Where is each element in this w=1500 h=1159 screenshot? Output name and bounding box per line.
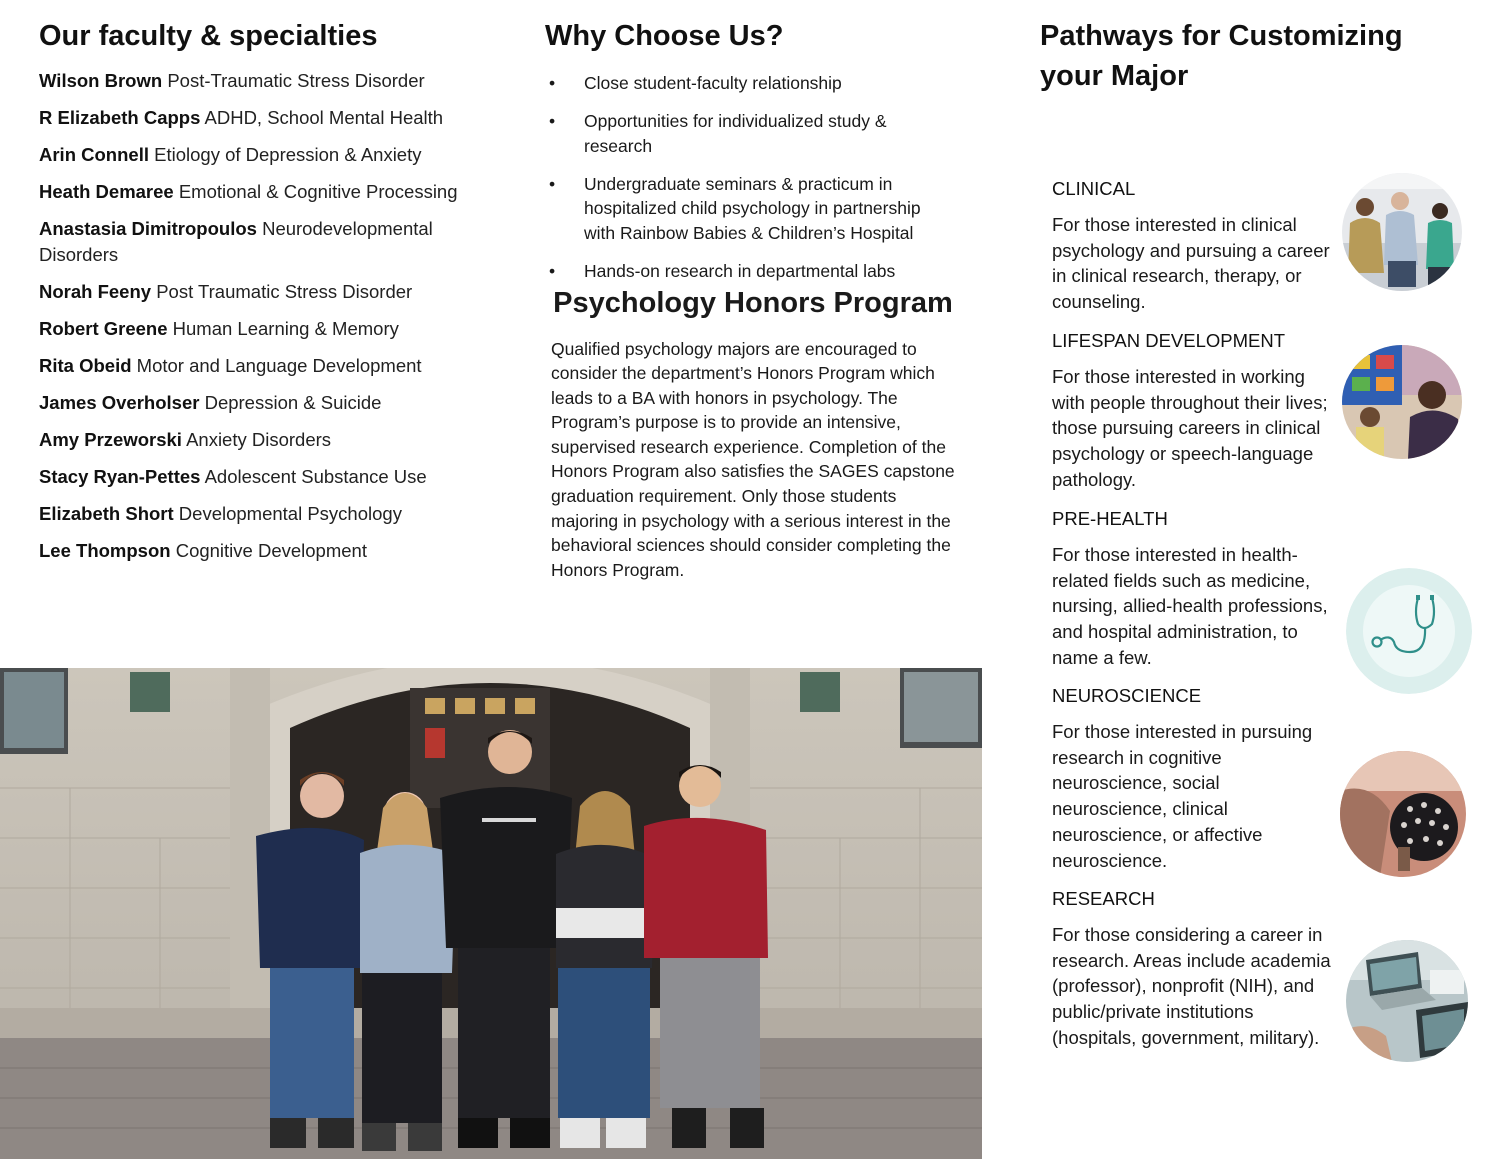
pathway-neuroscience [1052, 683, 1472, 886]
bullet-icon: • [549, 173, 556, 194]
pathways-list [1052, 176, 1472, 1076]
faculty-specialty: Adolescent Substance Use [204, 466, 427, 487]
faculty-item [39, 179, 479, 205]
faculty-specialty: Depression & Suicide [204, 392, 382, 413]
faculty-specialty: Post-Traumatic Stress Disorder [167, 70, 425, 91]
faculty-name: Stacy Ryan-Pettes [39, 466, 201, 487]
faculty-specialty: Motor and Language Development [136, 355, 422, 376]
pathway-title: PRE-HEALTH [1052, 508, 1168, 529]
faculty-name: Anastasia Dimitropoulos [39, 218, 257, 239]
faculty-name: Norah Feeny [39, 281, 152, 302]
pathway-title: NEUROSCIENCE [1052, 685, 1202, 706]
faculty-item [39, 353, 479, 379]
faculty-item [39, 390, 479, 416]
faculty-name: Amy Przeworski [39, 429, 182, 450]
list-item [545, 109, 945, 158]
faculty-item [39, 105, 479, 131]
list-item [545, 259, 945, 284]
faculty-item [39, 68, 479, 94]
faculty-specialty: Etiology of Depression & Anxiety [154, 144, 422, 165]
faculty-item [39, 538, 479, 564]
faculty-item [39, 427, 479, 453]
pathway-research [1052, 886, 1472, 1076]
group-photo [0, 668, 982, 1159]
pathway-title: RESEARCH [1052, 888, 1155, 909]
faculty-item [39, 216, 479, 268]
faculty-name: Heath Demaree [39, 181, 174, 202]
faculty-section [39, 16, 479, 575]
faculty-name: James Overholser [39, 392, 200, 413]
faculty-name: Wilson Brown [39, 70, 163, 91]
faculty-name: Elizabeth Short [39, 503, 174, 524]
reason-text: Opportunities for individualized study & research [584, 111, 887, 156]
faculty-specialty: Developmental Psychology [178, 503, 402, 524]
pathway-title: CLINICAL [1052, 178, 1136, 199]
pathway-prehealth [1052, 506, 1472, 683]
laptops-photo [1346, 940, 1468, 1062]
faculty-specialty: Human Learning & Memory [172, 318, 399, 339]
pathway-desc: For those considering a career in research. Areas include academia (professor), nonprofit (NIH), and public/private institutions (hospitals, government, military). [1052, 924, 1331, 1048]
faculty-heading: Our faculty & specialties [39, 20, 378, 52]
pathway-desc: For those interested in clinical psychology and pursuing a career in clinical research, therapy, or counseling. [1052, 214, 1330, 313]
faculty-specialty: Emotional & Cognitive Processing [178, 181, 458, 202]
lifespan-photo [1342, 345, 1462, 459]
why-section [545, 16, 965, 582]
bullet-icon: • [549, 260, 556, 281]
faculty-name: Rita Obeid [39, 355, 132, 376]
pathway-desc: For those interested in pursuing research in cognitive neuroscience, social neuroscience, clinical neuroscience, or affective neuroscience. [1052, 721, 1313, 871]
pathway-desc: For those interested in working with people throughout their lives; those pursuing careers in clinical psychology or speech-language pathology. [1052, 366, 1328, 490]
list-item [545, 71, 945, 96]
faculty-list [39, 68, 479, 564]
reason-text: Close student-faculty relationship [584, 73, 842, 93]
pathway-clinical [1052, 176, 1472, 328]
eeg-cap-photo [1340, 751, 1466, 877]
reason-text: Undergraduate seminars & practicum in hospitalized child psychology in partnership with Rainbow Babies & Children’s Hospital [584, 173, 921, 243]
faculty-name: Lee Thompson [39, 540, 171, 561]
faculty-name: Arin Connell [39, 144, 149, 165]
pathways-heading: Pathways for Customizing your Major [1040, 20, 1403, 92]
honors-body: Qualified psychology majors are encouraged to consider the department’s Honors Program which leads to a BA with honors in psychology. The Program’s purpose is to provide an intensive, supervised research experience. Completion of the Honors Program also satisfies the SAGES capstone graduation requirement. Only those students majoring in psychology with a serious interest in the behavioral sciences should consider completing the Honors Program. [551, 338, 955, 580]
faculty-name: Robert Greene [39, 318, 168, 339]
faculty-item [39, 464, 479, 490]
faculty-item [39, 142, 479, 168]
faculty-specialty: Cognitive Development [175, 540, 367, 561]
pathway-lifespan [1052, 328, 1472, 506]
stethoscope-icon [1346, 568, 1472, 694]
faculty-item [39, 316, 479, 342]
bullet-icon: • [549, 111, 556, 131]
faculty-name: R Elizabeth Capps [39, 107, 201, 128]
pathways-section [1040, 16, 1470, 1048]
clinical-photo [1342, 173, 1462, 291]
honors-heading: Psychology Honors Program [553, 286, 953, 319]
bullet-icon: • [549, 73, 556, 93]
faculty-specialty: ADHD, School Mental Health [204, 107, 444, 128]
why-heading: Why Choose Us? [545, 20, 784, 52]
faculty-specialty: Post Traumatic Stress Disorder [156, 281, 413, 302]
pathway-title: LIFESPAN DEVELOPMENT [1052, 330, 1286, 351]
reason-text: Hands-on research in departmental labs [584, 260, 896, 281]
reasons-list [545, 71, 945, 283]
faculty-item [39, 279, 479, 305]
list-item [545, 172, 945, 246]
faculty-item [39, 501, 479, 527]
faculty-specialty: Anxiety Disorders [186, 429, 332, 450]
faculty-specialty: Neurodevelopmental Disorders [39, 218, 433, 265]
pathway-desc: For those interested in health-related fields such as medicine, nursing, allied-health professions, and hospital administration, to name a few. [1052, 544, 1328, 668]
